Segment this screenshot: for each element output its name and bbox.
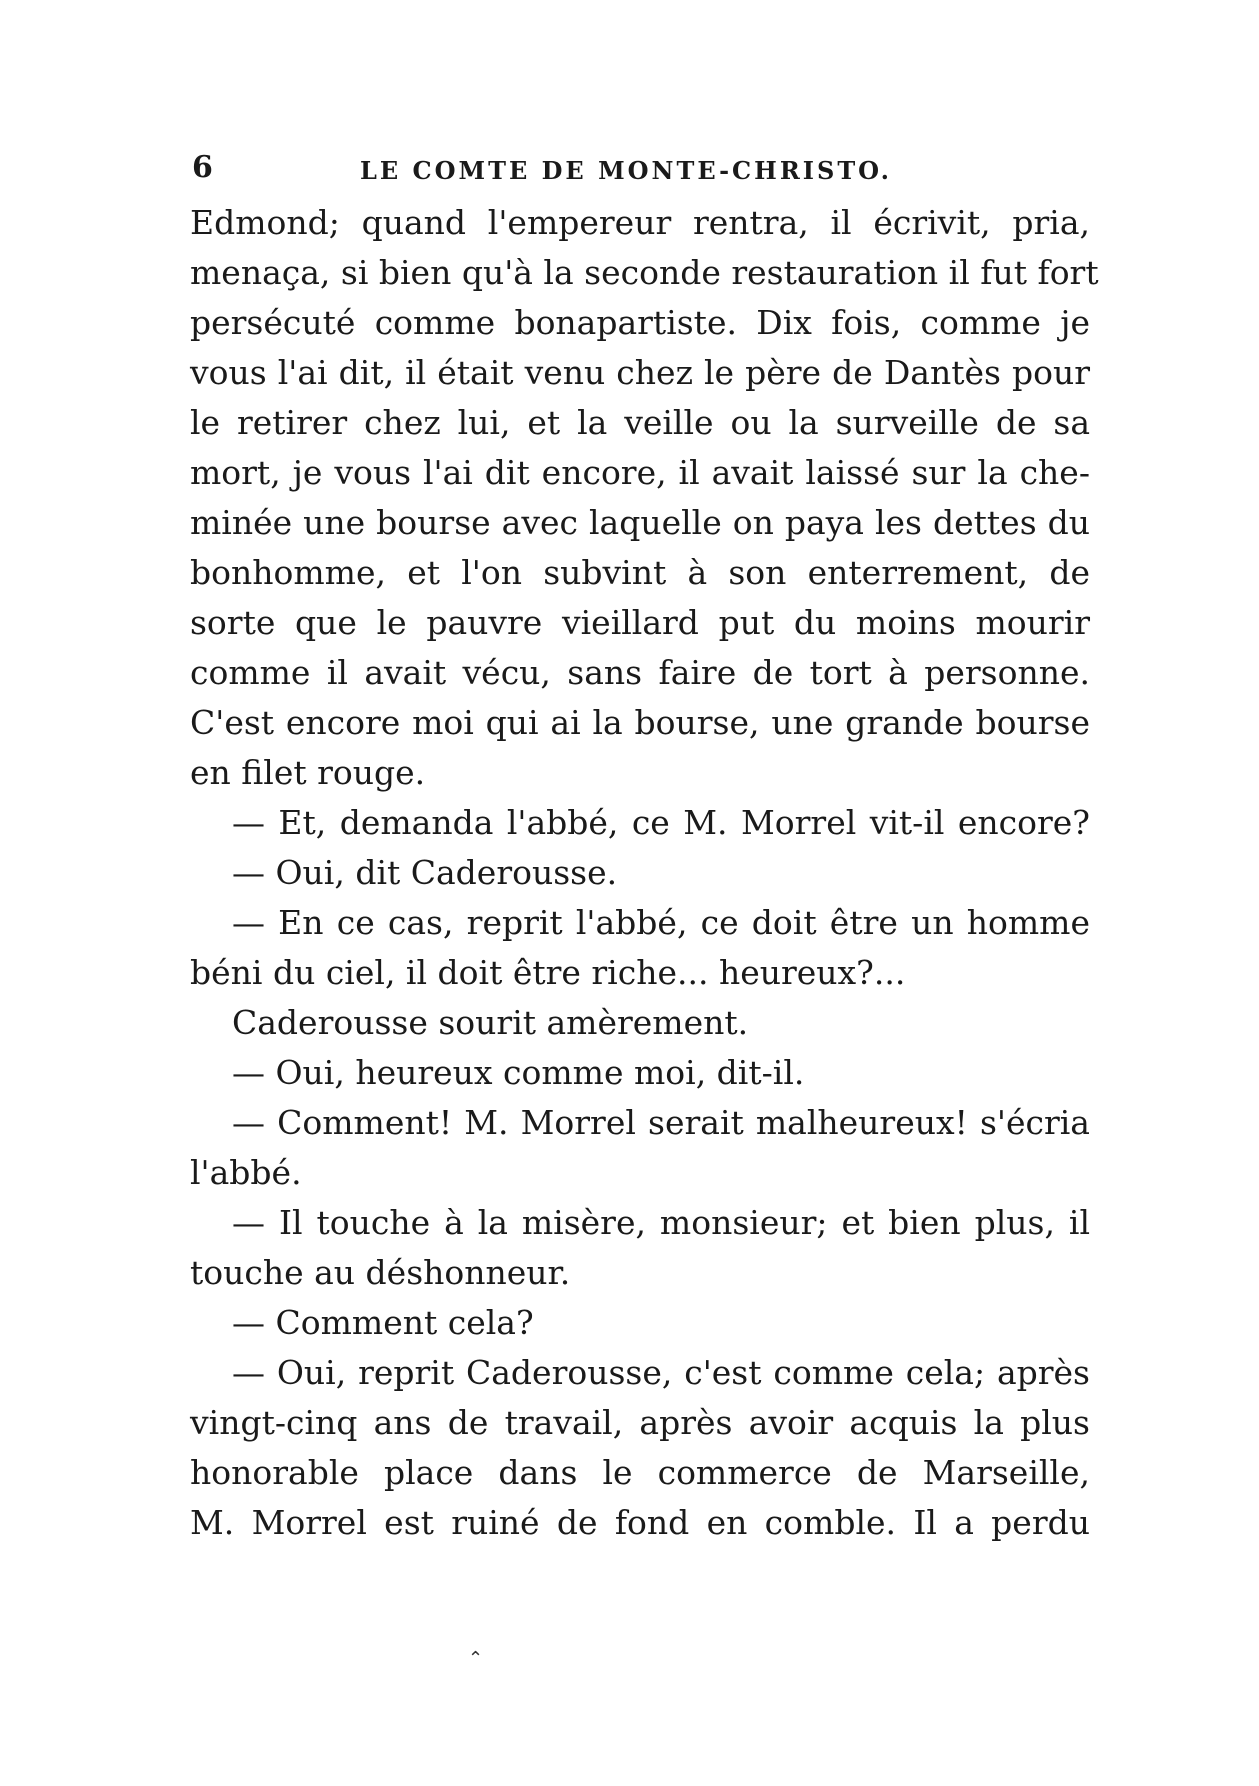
text-line: bonhomme, et l'on subvint à son enterrement, de (190, 553, 1090, 592)
text-line: sorte que le pauvre vieillard put du moins mourir (190, 603, 1090, 642)
text-line: le retirer chez lui, et la veille ou la surveille de sa (190, 403, 1090, 442)
dialogue-line: — Il touche à la misère, monsieur; et bien plus, il (232, 1203, 1090, 1242)
text-line: mort, je vous l'ai dit encore, il avait laissé sur la che- (190, 453, 1090, 492)
text-line: béni du ciel, il doit être riche... heureux?... (190, 953, 906, 992)
text-line: vingt-cinq ans de travail, après avoir acquis la plus (190, 1403, 1090, 1442)
signature-mark: ⌃ (468, 1648, 484, 1669)
body-text (190, 198, 1099, 1548)
text-line: l'abbé. (190, 1153, 302, 1192)
text-line: Edmond; quand l'empereur rentra, il écrivit, pria, (190, 203, 1090, 242)
text-line: M. Morrel est ruiné de fond en comble. Il a perdu (190, 1503, 1090, 1542)
running-title: LE COMTE DE MONTE-CHRISTO. (360, 156, 893, 185)
dialogue-line: — Et, demanda l'abbé, ce M. Morrel vit-il encore? (232, 803, 1090, 842)
text-line: menaça, si bien qu'à la seconde restauration il fut fort (190, 253, 1099, 292)
dialogue-line: — En ce cas, reprit l'abbé, ce doit être un homme (232, 903, 1090, 942)
text-line: touche au déshonneur. (190, 1253, 571, 1292)
text-line: C'est encore moi qui ai la bourse, une grande bourse (190, 703, 1090, 742)
text-line: vous l'ai dit, il était venu chez le père de Dantès pour (190, 353, 1090, 392)
dialogue-line: — Comment! M. Morrel serait malheureux! s'écria (232, 1103, 1090, 1142)
text-line: persécuté comme bonapartiste. Dix fois, comme je (190, 303, 1090, 342)
dialogue-line: — Oui, heureux comme moi, dit-il. (232, 1053, 805, 1092)
text-line: minée une bourse avec laquelle on paya les dettes du (190, 503, 1090, 542)
page-number: 6 (192, 150, 213, 185)
text-line: en filet rouge. (190, 753, 426, 792)
dialogue-line: — Comment cela? (232, 1303, 534, 1342)
text-line: Caderousse sourit amèrement. (232, 1003, 749, 1042)
text-line: honorable place dans le commerce de Marseille, (190, 1453, 1090, 1492)
dialogue-line: — Oui, dit Caderousse. (232, 853, 618, 892)
text-line: comme il avait vécu, sans faire de tort à personne. (190, 653, 1090, 692)
running-header (192, 150, 1082, 190)
dialogue-line: — Oui, reprit Caderousse, c'est comme cela; après (232, 1353, 1090, 1392)
